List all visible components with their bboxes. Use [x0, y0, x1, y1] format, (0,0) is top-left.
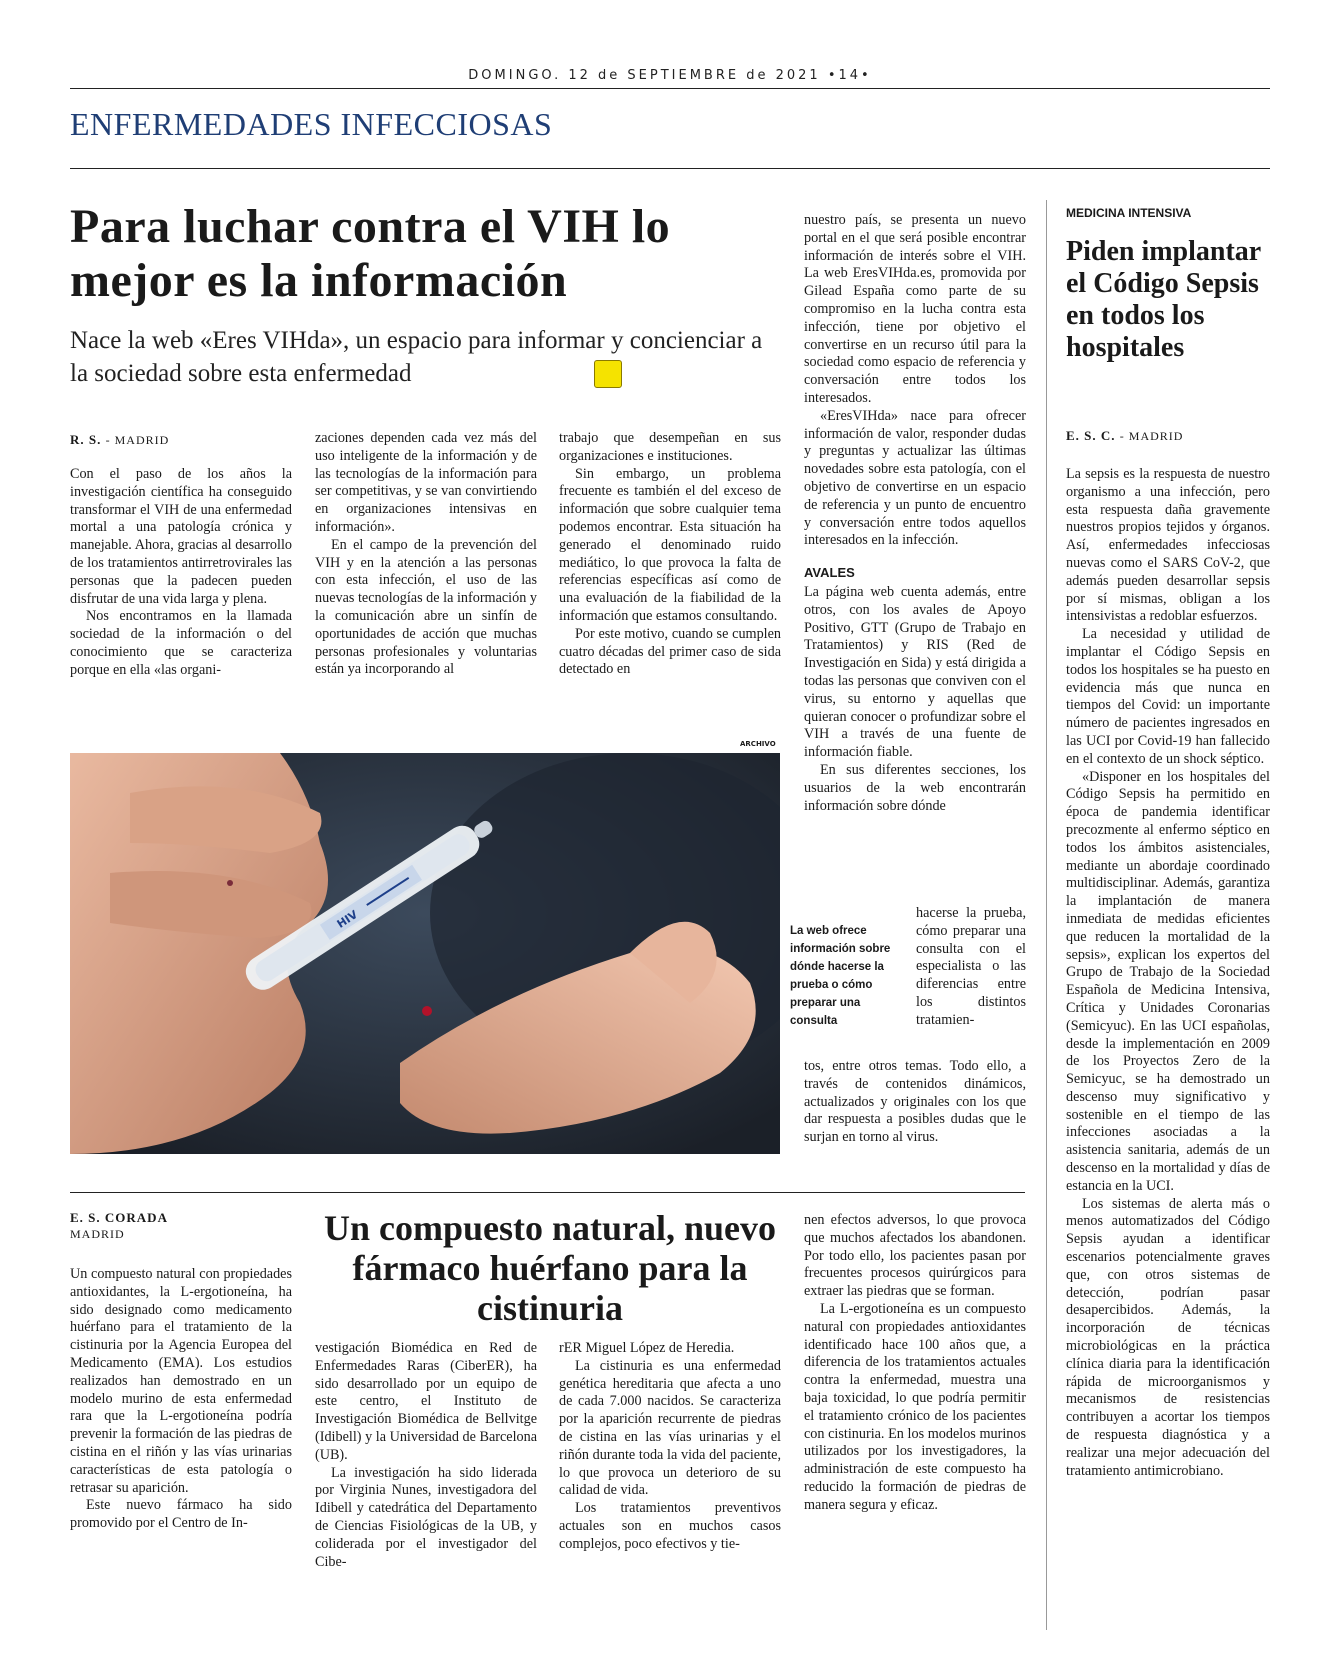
article-divider: [70, 1192, 1025, 1193]
photo-caption: La web ofrece información sobre dónde hacerse la prueba o cómo preparar una consulta: [790, 925, 891, 1027]
paragraph: trabajo que desempeñan en sus organizaciones e instituciones.: [559, 430, 781, 464]
paragraph: nuestro país, se presenta un nuevo portal en el que será posible encontrar información de interés sobre el VIH. La web EresVIHda.es, promovida por Gilead España como parte de su compromiso en la lucha contra esta infección, tiene por objetivo el convertirse en un recurso útil para la sociedad como espacio de referencia y conversación entre todos los interesados.: [804, 212, 1026, 406]
photo-illustration: [70, 753, 780, 1154]
dateline: DOMINGO. 12 de SEPTIEMBRE de 2021 •14•: [468, 68, 872, 83]
byline-name: R. S.: [70, 432, 102, 447]
sidebar-headline: Piden implantar el Código Sepsis en todos los hospitales: [1066, 236, 1261, 363]
paragraph: La página web cuenta además, entre otros, con los avales de Apoyo Positivo, GTT (Grupo de Trabajo en Tratamientos) y RIS (Red de Investigación en Sida) y está dirigida a todas las personas que conviven con el virus, su entorno y aquellas que quieran conocer o profundizar sobre el VIH a través de una fuente de información fiable.: [804, 583, 1026, 761]
hiv-test-photo: [70, 753, 780, 1154]
top-rule: [70, 88, 1270, 89]
main-byline: [70, 432, 169, 448]
paragraph: Nos encontramos en la llamada sociedad de la información o del conocimiento que se caracteriza porque en ella «las organi-: [70, 608, 292, 678]
sidebar-byline: [1066, 428, 1183, 444]
paragraph: hacerse la prueba, cómo preparar una consulta con el especialista o las diferencias entre los distintos tratamien-: [916, 905, 1026, 1028]
paragraph: zaciones dependen cada vez más del uso inteligente de la información y de las tecnologías de la información para ser competitivas, y se van convirtiendo en organizaciones intensivas en información».: [315, 430, 537, 535]
paragraph: «EresVIHda» nace para ofrecer información de valor, responder dudas y preguntas y actualizar las últimas novedades sobre esta patología, con el objetivo de convertirse en un espacio de referencia y un punto de encuentro y conversación entre todos aquellos interesados en la infección.: [804, 407, 1026, 549]
second-headline: Un compuesto natural, nuevo fármaco huérfano para la cistinuria: [323, 1208, 777, 1328]
main-col-1: [70, 466, 292, 680]
sidebar-divider: [1046, 200, 1047, 1630]
byline-place: MADRID: [70, 1227, 125, 1241]
paragraph: Por este motivo, cuando se cumplen cuatro décadas del primer caso de sida detectado en: [559, 625, 781, 678]
second-col-1: [70, 1266, 292, 1533]
second-col-2: [315, 1340, 537, 1571]
second-col-3: [559, 1340, 781, 1554]
paragraph: Los tratamientos preventivos actuales son en muchos casos complejos, poco efectivos y tie-: [559, 1500, 781, 1552]
main-col-4-tail: [804, 1058, 1026, 1147]
paragraph: Un compuesto natural con propiedades antioxidantes, la L-ergotioneína, ha sido designado como medicamento huérfano para el tratamiento de la cistinuria por la Agencia Europea del Medicamento (EMA). Los estudios realizados han demostrado en un modelo murino de esta enfermedad rara que la L-ergotioneína podría prevenir la formación de las piedras de cistina en el riñón y las vías urinarias características de esta patología o retrasar su aparición.: [70, 1266, 292, 1496]
section-rule: [70, 168, 1270, 169]
main-col-3: [559, 430, 781, 679]
paragraph: La L-ergotioneína es un compuesto natural con propiedades antioxidantes identificado hace 100 años que, a diferencia de los tratamientos actuales contra la enfermedad, muestra una baja toxicidad, lo que podría permitir el tratamiento crónico de los pacientes con cistinuria. En los modelos murinos utilizados por los investigadores, la administración de este compuesto ha reducido la formación de piedras de manera segura y eficaz.: [804, 1300, 1026, 1513]
paragraph: Sin embargo, un problema frecuente es también el del exceso de información que sobre cualquier tema podemos encontrar. Esta situación ha generado el denominado ruido mediático, lo que provoca la falta de referencias específicas así como de una evaluación de la fiabilidad de la información que estamos consultando.: [559, 465, 781, 624]
section-title: ENFERMEDADES INFECCIOSAS: [70, 106, 553, 142]
main-headline: Para luchar contra el VIH lo mejor es la información: [70, 200, 671, 307]
comment-icon[interactable]: [594, 360, 622, 388]
paragraph: tos, entre otros temas. Todo ello, a través de contenidos dinámicos, actualizados y originales con los que dar respuesta a posibles dudas que le surjan en torno al virus.: [804, 1058, 1026, 1146]
paragraph: Los sistemas de alerta más o menos automatizados del Código Sepsis ayudan a identificar escenarios potencialmente graves que, con otros sistemas de detección, podrían pasar desapercibidos. Además, la incorporación de técnicas microbiológicas en la práctica clínica diaria para la identificación rápida de microorganismos y mecanismos de resistencias contribuyen a acortar los tiempos de respuesta diagnóstica y a realizar una mejor adecuación del tratamiento antimicrobiano.: [1066, 1195, 1270, 1479]
paragraph: En el campo de la prevención del VIH y en la atención a las personas con esta infección, el uso de las nuevas tecnologías de la información y la comunicación abre un sinfín de oportunidades de acción que muchas personas profesionales y voluntarias están ya incorporando al: [315, 536, 537, 678]
byline-name: E. S. CORADA: [70, 1210, 168, 1225]
paragraph: Este nuevo fármaco ha sido promovido por el Centro de In-: [70, 1497, 292, 1532]
byline-name: E. S. C.: [1066, 428, 1116, 443]
sidebar-kicker: MEDICINA INTENSIVA: [1066, 206, 1192, 220]
paragraph: La cistinuria es una enfermedad genética hereditaria que afecta a uno de cada 7.000 nacidos. Se caracteriza por la aparición recurrente de piedras de cistina en las vías urinarias y el riñón durante toda la vida del paciente, lo que provoca un deterioro de su calidad de vida.: [559, 1357, 781, 1499]
paragraph: Con el paso de los años la investigación científica ha conseguido transformar el VIH de una enfermedad mortal a una patología crónica y manejable. Ahora, gracias al desarrollo de los tratamientos antirretrovirales las personas que la padecen pueden disfrutar de una vida larga y plena.: [70, 466, 292, 607]
main-col-4: [804, 212, 1026, 815]
main-col-4-narrow: [916, 905, 1026, 1030]
second-col-4: [804, 1212, 1026, 1515]
byline-place: - MADRID: [105, 433, 170, 447]
paragraph: En sus diferentes secciones, los usuarios de la web encontrarán información sobre dónde: [804, 761, 1026, 814]
paragraph: «Disponer en los hospitales del Código Sepsis ha permitido en época de pandemia identificar precozmente al enfermo séptico en todos los ámbitos asistenciales, mediante un abordaje coordinado multidisciplinar. Además, garantiza la implantación de manera inmediata de medidas eficientes que reducen la mortalidad de la sepsis», explican los expertos del Grupo de Trabajo de la Sociedad Española de Medicina Intensiva, Crítica y Unidades Coronarias (Semicyuc). En las UCI españolas, desde la implementación en 2009 de los Proyectos Zero de la Semicyuc, se ha demostrado un descenso muy significativo y sostenible en el tiempo de las infecciones asociadas a la asistencia sanitaria, además de un descenso en la mortalidad y días de estancia en la UCI.: [1066, 768, 1270, 1194]
subsection-title: AVALES: [804, 565, 855, 581]
photo-credit: ARCHIVO: [740, 740, 776, 748]
paragraph: La necesidad y utilidad de implantar el Código Sepsis en todos los hospitales se ha puesto en evidencia más que nunca en tiempos del Covid: un importante número de pacientes ingresados en las UCI por Covid-19 han fallecido en el contexto de un shock séptico.: [1066, 626, 1270, 767]
sidebar-body: [1066, 466, 1270, 1480]
test-label: HIV: [334, 908, 361, 931]
paragraph: rER Miguel López de Heredia.: [559, 1340, 735, 1356]
main-col-2: [315, 430, 537, 679]
second-byline: [70, 1210, 168, 1242]
byline-place: - MADRID: [1119, 429, 1184, 443]
paragraph: vestigación Biomédica en Red de Enfermedades Raras (CiberER), ha sido desarrollado por un equipo de este centro, el Instituto de Investigación Biomédica de Bellvitge (Idibell) y la Universidad de Barcelona (UB).: [315, 1340, 537, 1463]
main-subhead: Nace la web «Eres VIHda», un espacio para informar y concienciar a la sociedad sobre esta enfermedad: [70, 327, 763, 387]
paragraph: nen efectos adversos, lo que provoca que muchos afectados los abandonen. Por todo ello, los pacientes pasan por frecuentes procesos quirúrgicos para extraer las piedras que se forman.: [804, 1212, 1026, 1300]
paragraph: La investigación ha sido liderada por Virginia Nunes, investigadora del Idibell y catedrática del Departamento de Ciencias Fisiológicas de la UB, y coliderada por el investigador del Cibe-: [315, 1464, 537, 1570]
paragraph: La sepsis es la respuesta de nuestro organismo a una infección, pero esta respuesta daña gravemente nuestros propios tejidos y órganos. Así, enfermedades infecciosas nuevas como el SARS CoV-2, que además pueden desarrollar sepsis por sí mismas, obligan a los intensivistas a redoblar esfuerzos.: [1066, 466, 1270, 625]
